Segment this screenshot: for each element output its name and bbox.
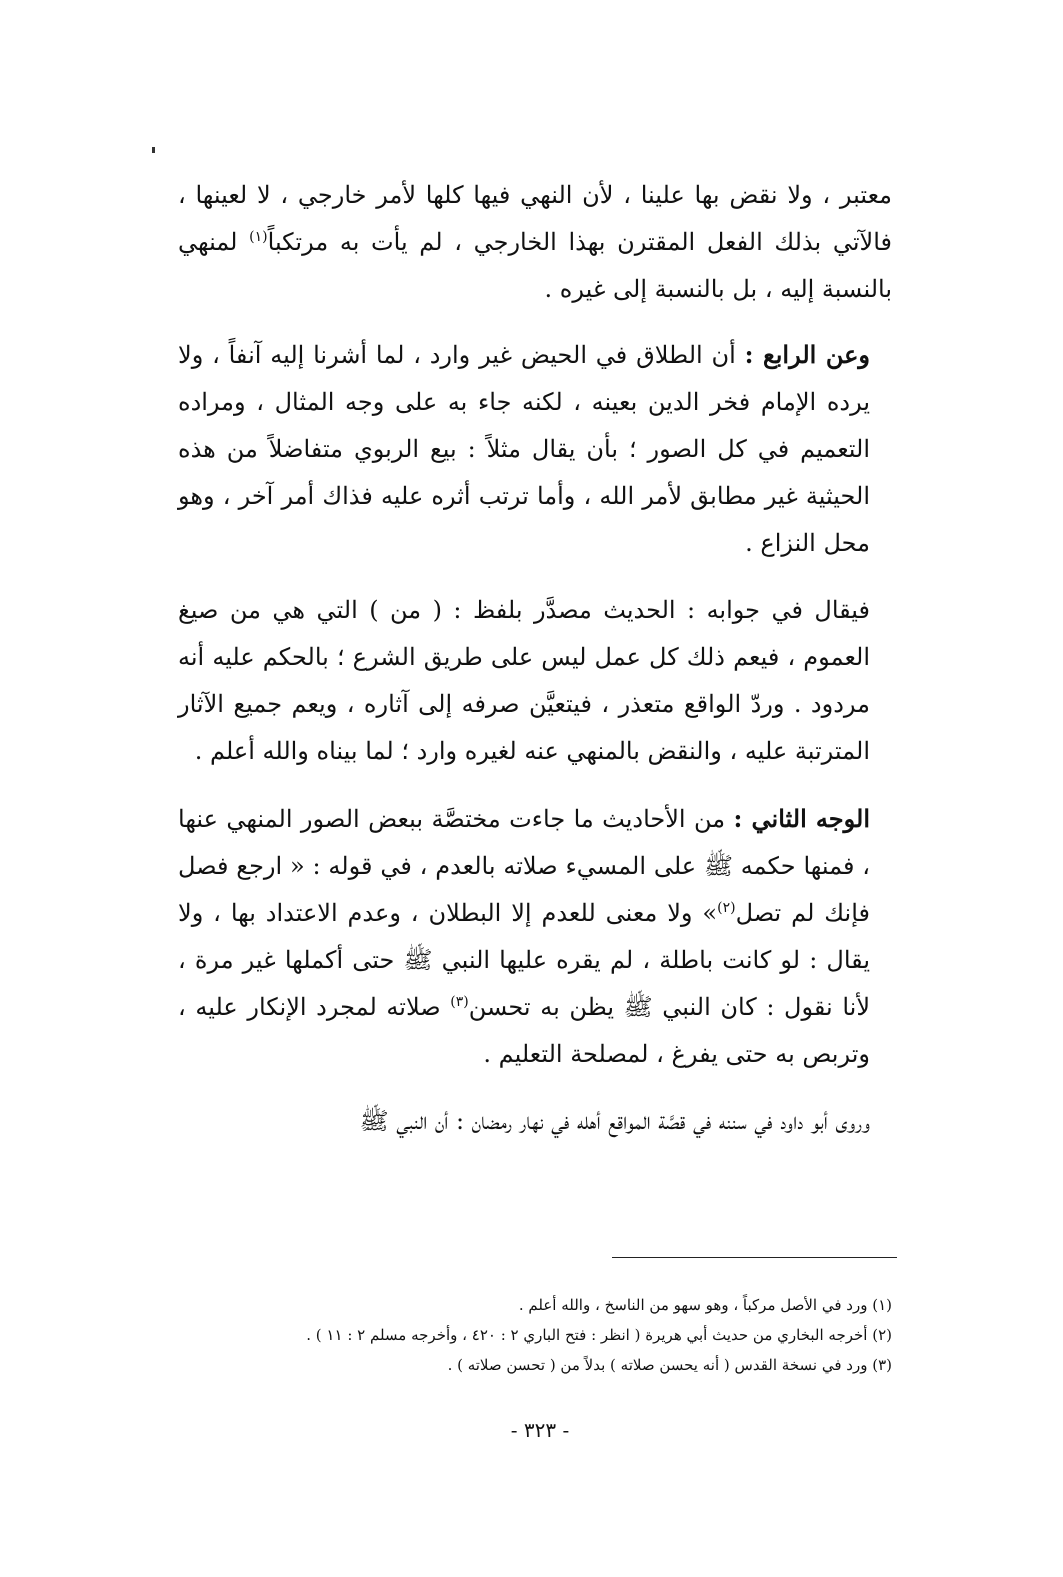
paragraph-2: [178, 331, 892, 567]
paragraph-4-text-b: » ولا معنى للعدم إلا البطلان ، وعدم الاعتداد بها ، ولا يقال : لو كانت باطلة ، لم يقره عليها النبي ﷺ حتى أكملها غير مرة ، لأنا نقول : كان النبي ﷺ يظن به تحسن: [178, 899, 871, 1021]
footnote-2: (٢) أخرجه البخاري من حديث أبي هريرة ( انظر : فتح الباري ٢ : ٤٢٠ ، وأخرجه مسلم ٢ : ١١ ) .: [306, 1326, 892, 1344]
paragraph-1: [178, 172, 892, 313]
paragraph-1-text: معتبر ، ولا نقض بها علينا ، لأن النهي فيها كلها لأمر خارجي ، لا لعينها ، فالآتي بذلك الفعل المقترن بهذا الخارجي ، لم يأت به مرتكباً: [178, 181, 893, 256]
paragraph-3: [178, 587, 892, 775]
paragraph-4-text-a: من الأحاديث ما جاءت مختصَّة ببعض الصور المنهي عنها ، فمنها حكمه ﷺ على المسيء صلاته بالعدم ، في قوله : « ارجع فصل فإنك لم تصل: [178, 805, 871, 927]
paragraph-4-lead: الوجه الثاني :: [733, 804, 870, 833]
footnote-3: (٣) ورد في نسخة القدس ( أنه يحسن صلاته ) بدلاً من ( تحسن صلاته ) .: [447, 1356, 892, 1374]
scan-mark: [152, 147, 155, 153]
footnote-ref-2[interactable]: (٢): [717, 900, 736, 916]
page-number: - ٣٢٣ -: [510, 1418, 570, 1442]
footnote-divider: [612, 1257, 897, 1258]
footnotes: [306, 1290, 892, 1380]
paragraph-3-text: فيقال في جوابه : الحديث مصدَّر بلفظ : ( من ) التي هي من صيغ العموم ، فيعم ذلك كل عمل ليس على طريق الشرع ؛ بالحكم عليه أنه مردود . وردّ الواقع متعذر ، فيتعيَّن صرفه إلى آثاره ، ويعم جميع الآثار المترتبة عليه ، والنقض بالمنهي عنه لغيره وارد ؛ لما بيناه والله أعلم .: [178, 596, 870, 765]
main-text: [178, 172, 892, 1165]
footnote-ref-1[interactable]: (١): [249, 229, 268, 245]
paragraph-5-text: وروى أبو داود في سننه في قصَّة المواقع أهله في نهار رمضان : أن النبي ﷺ: [359, 1107, 870, 1135]
paragraph-1-tail: لمنهي بالنسبة إليه ، بل بالنسبة إلى غيره .: [178, 228, 892, 303]
footnote-ref-3[interactable]: (٣): [450, 994, 469, 1010]
footnote-1: (١) ورد في الأصل مركباً ، وهو سهو من الناسخ ، والله أعلم .: [518, 1296, 892, 1314]
paragraph-2-lead: وعن الرابع :: [744, 340, 871, 369]
paragraph-4: [178, 795, 892, 1078]
paragraph-4-text-c: صلاته لمجرد الإنكار عليه ، وتربص به حتى يفرغ ، لمصلحة التعليم .: [178, 993, 870, 1068]
paragraph-5: [178, 1098, 892, 1145]
paragraph-2-text: أن الطلاق في الحيض غير وارد ، لما أشرنا إليه آنفاً ، ولا يرده الإمام فخر الدين بعينه ، لكنه جاء به على وجه المثال ، ومراده التعميم في كل الصور ؛ بأن يقال مثلاً : بيع الربوي متفاضلاً من هذه الحيثية غير مطابق لأمر الله ، وأما ترتب أثره عليه فذاك أمر آخر ، وهو محل النزاع .: [178, 341, 870, 557]
